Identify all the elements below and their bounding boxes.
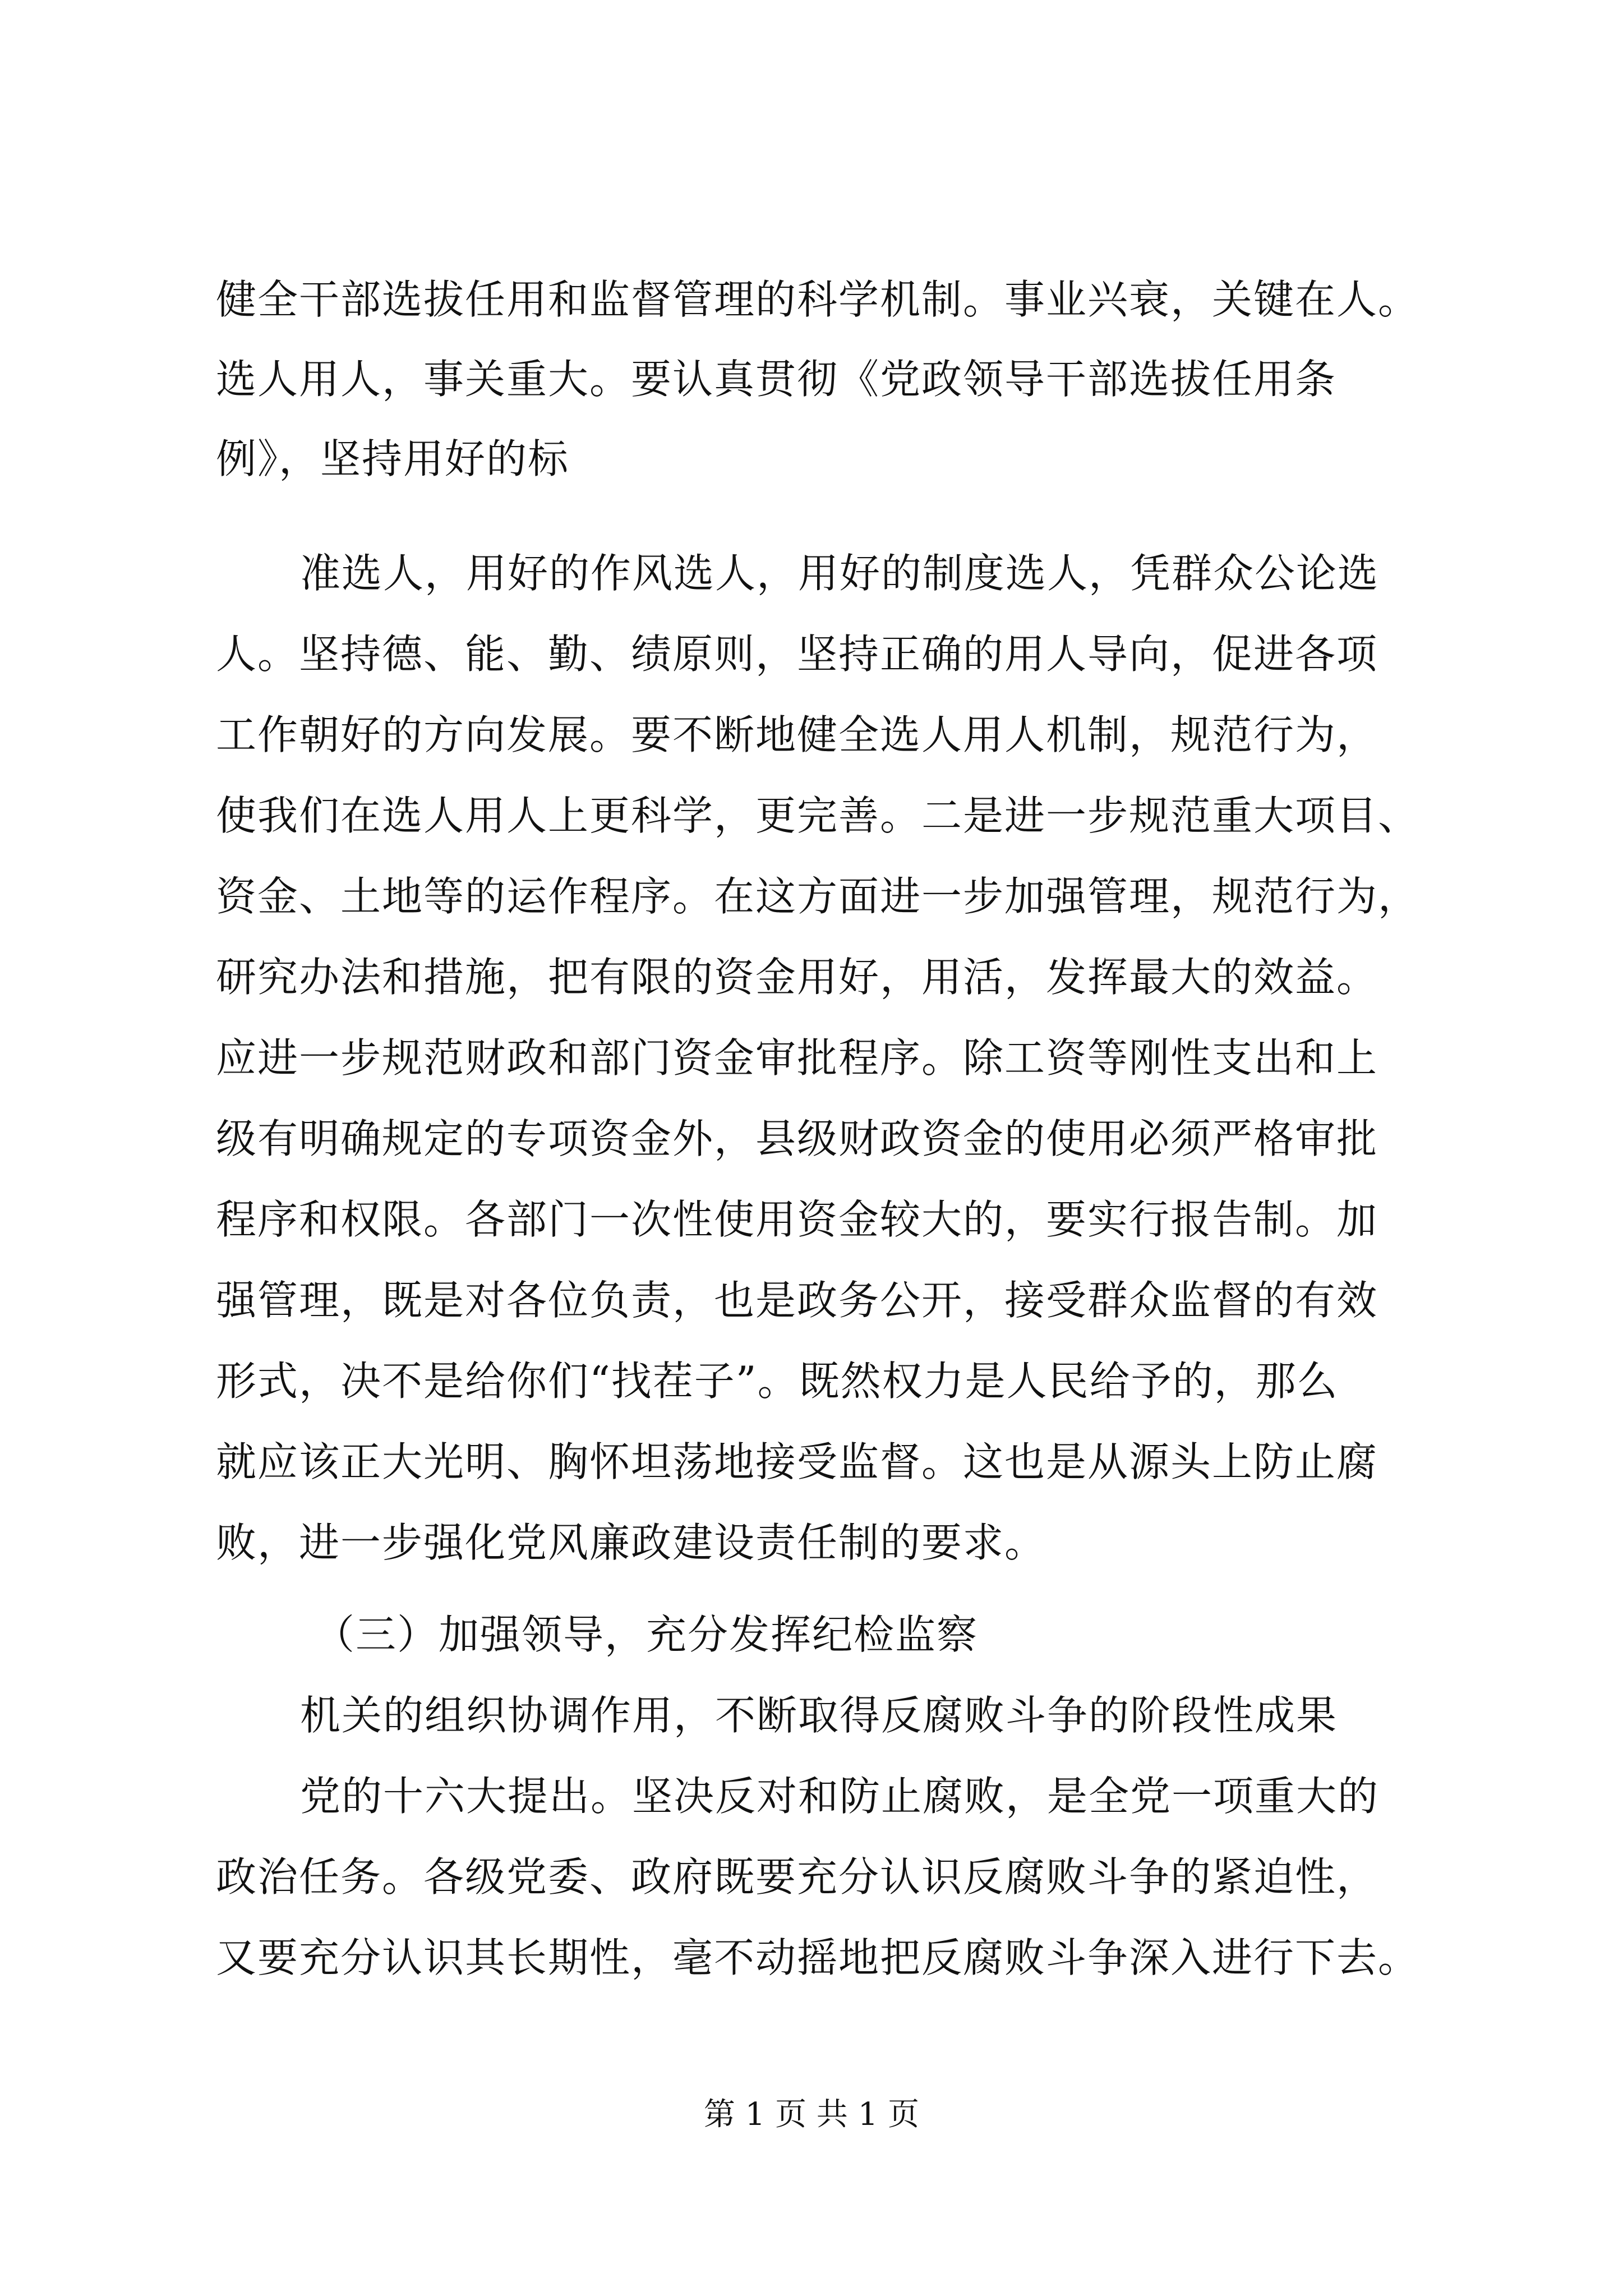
body-text-line: 应进一步规范财政和部门资金审批程序。除工资等刚性支出和上 (216, 1034, 1378, 1082)
body-text-line: 例》，坚持用好的标 (216, 435, 570, 482)
body-text-line: 政治任务。各级党委、政府既要充分认识反腐败斗争的紧迫性， (216, 1853, 1378, 1901)
body-text-line: 使我们在选人用人上更科学，更完善。二是进一步规范重大项目、 (216, 792, 1420, 839)
body-text-line: 健全干部选拔任用和监督管理的科学机制。事业兴衰，关键在人。 (216, 276, 1420, 323)
body-text-line: 程序和权限。各部门一次性使用资金较大的，要实行报告制。加 (216, 1196, 1378, 1243)
body-text-line: 强管理，既是对各位负责，也是政务公开，接受群众监督的有效 (216, 1277, 1378, 1324)
page-number-footer: 第 1 页 共 1 页 (703, 2096, 920, 2133)
body-text-line: 党的十六大提出。坚决反对和防止腐败，是全党一项重大的 (300, 1773, 1380, 1820)
body-text-line: 工作朝好的方向发展。要不断地健全选人用人机制，规范行为， (216, 711, 1378, 758)
body-text-line: 研究办法和措施，把有限的资金用好，用活，发挥最大的效益。 (216, 954, 1378, 1001)
body-text-line: 选人用人，事关重大。要认真贯彻《党政领导干部选拔任用条 (216, 356, 1337, 403)
body-text-line: 败，进一步强化党风廉政建设责任制的要求。 (216, 1519, 1046, 1566)
body-text-line: 人。坚持德、能、勤、绩原则，坚持正确的用人导向，促进各项 (216, 631, 1378, 678)
body-text-line: 资金、土地等的运作程序。在这方面进一步加强管理，规范行为， (216, 873, 1420, 920)
body-text-line: 就应该正大光明、胸怀坦荡地接受监督。这也是从源头上防止腐 (216, 1438, 1378, 1485)
body-text-line: 级有明确规定的专项资金外，县级财政资金的使用必须严格审批 (216, 1115, 1378, 1162)
section-heading: （三）加强领导，充分发挥纪检监察 (314, 1611, 979, 1658)
body-text-line: 形式，决不是给你们“找茬子”。既然权力是人民给予的，那么 (216, 1358, 1339, 1405)
section-heading-continuation: 机关的组织协调作用，不断取得反腐败斗争的阶段性成果 (300, 1692, 1338, 1739)
body-text-line: 准选人，用好的作风选人，用好的制度选人，凭群众公论选 (300, 550, 1380, 597)
body-text-line: 又要充分认识其长期性，毫不动摇地把反腐败斗争深入进行下去。 (216, 1934, 1420, 1981)
